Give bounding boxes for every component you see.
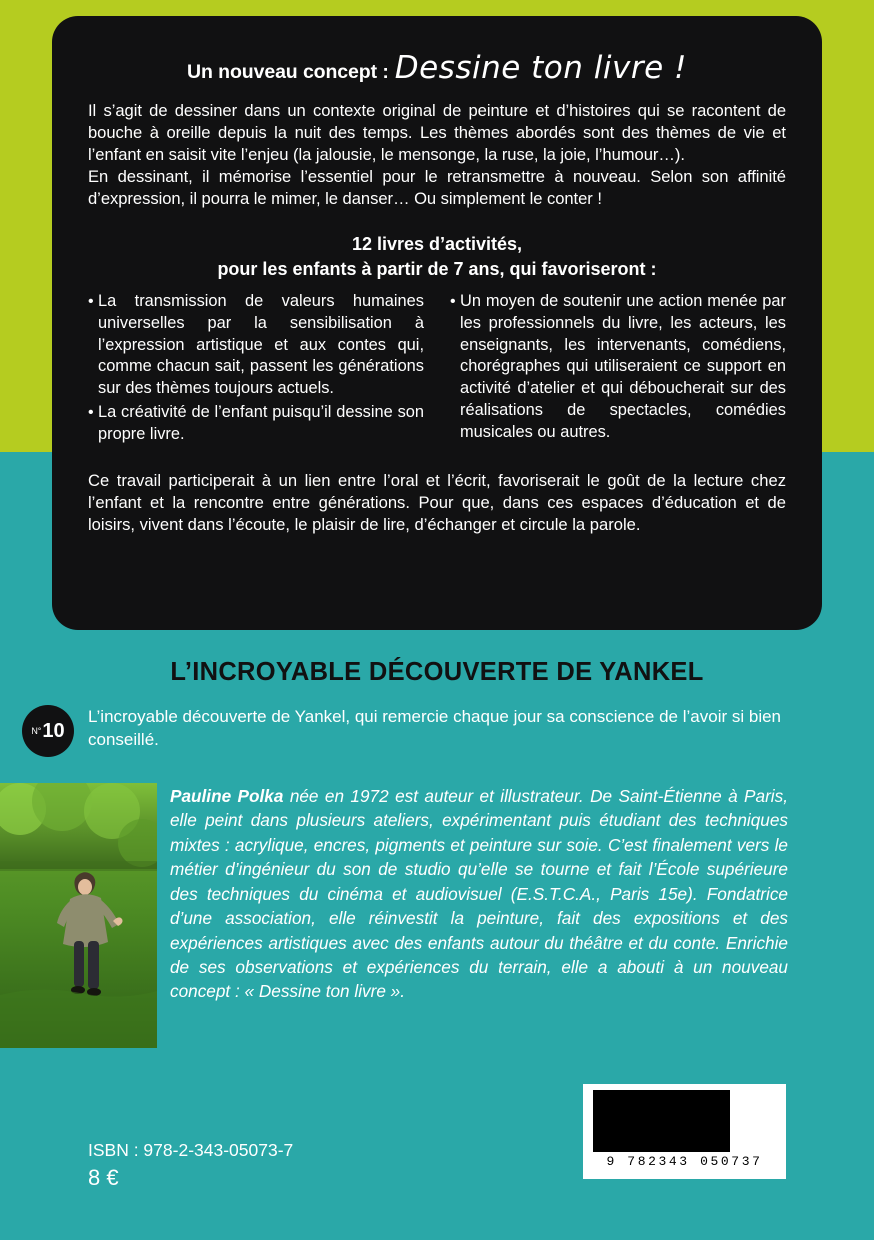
book-description-text: L’incroyable découverte de Yankel, qui remercie chaque jour sa conscience de l’avoir si bien conseillé.: [88, 707, 781, 749]
closing-paragraph: Ce travail participerait à un lien entre l’oral et l’écrit, favoriserait le goût de la lecture chez l’enfant et la rencontre entre générations. Pour que, dans ces espaces d’éducation et de loisirs, vivent dans l’écoute, le plaisir de lire, d’échanger et circule la parole.: [88, 470, 786, 534]
author-bio-body: née en 1972 est auteur et illustrateur. De Saint-Étienne à Paris, elle peint dans plusieurs ateliers, expérimentant puis étudiant des techniques mixtes : acrylique, encres, pigments et peinture sur soie. C’est finalement vers le métier d’ingénieur du son de studio qu’elle se tourne et fait l’École supérieure des techniques du cinéma et audiovisuel (E.S.T.C.A., Paris 15e). Fondatrice d’une association, elle réinvestit la peinture, fait des expositions et des expériences artistiques avec des enfants autour du théâtre et du conte. Enrichie de ses observations et expériences du terrain, elle a abouti à un nouveau concept : « Dessine ton livre ».: [170, 786, 788, 1002]
concept-closing: [88, 470, 786, 536]
barcode: [583, 1084, 786, 1179]
author-bio: [170, 784, 788, 1004]
concept-label: Un nouveau concept :: [187, 61, 389, 83]
concept-subheading: [88, 232, 786, 281]
author-photo: [0, 783, 157, 1048]
bullet-column-right: [450, 291, 786, 448]
barcode-bars: [591, 1090, 778, 1152]
badge-number: 10: [42, 719, 65, 742]
intro-paragraph-2: En dessinant, il mémorise l’essentiel pour le retransmettre à nouveau. Selon son affinité d’expression, il pourra le mimer, le danser… Ou simplement le conter !: [88, 167, 786, 209]
concept-intro: [88, 100, 786, 210]
status-badge: [22, 705, 74, 757]
barcode-digits: 9 782343 050737: [606, 1154, 763, 1169]
author-photo-image: [0, 783, 157, 1048]
author-bio-text: [170, 784, 788, 1004]
bullet-columns: [88, 291, 786, 448]
bullet-dot-icon: •: [450, 292, 456, 310]
isbn-text: ISBN : 978-2-343-05073-7: [88, 1140, 294, 1160]
concept-script-title: Dessine ton livre !: [394, 50, 687, 86]
page-title: L’INCROYABLE DÉCOUVERTE DE YANKEL: [170, 658, 704, 686]
book-description: [88, 706, 788, 752]
bullet-text: La transmission de valeurs humaines universelles par la sensibilisation à l’expression artistique et aux contes qui, comme chacun sait, passent les générations sur des thèmes toujours actuels.: [98, 291, 424, 398]
bullet-column-left: [88, 291, 424, 448]
intro-paragraph-1: Il s’agit de dessiner dans un contexte original de peinture et d’histoires qui se racontent de bouche à oreille depuis la nuit des temps. Les thèmes abordés sont des thèmes de vie et l’enfant en saisit vite l’enjeu (la jalousie, le mensonge, la ruse, la joie, l’humour…).: [88, 101, 786, 165]
concept-heading: [88, 50, 786, 86]
badge-prefix: N°: [31, 726, 42, 736]
price-text: 8 €: [88, 1165, 119, 1190]
bullet-text: Un moyen de soutenir une action menée par les professionnels du livre, les acteurs, les enseignants, les intervenants, comédiens, chorégraphes qui utiliseraient ce support en activité d’atelier et qui déboucherait sur des réalisations de spectacles, comédies musicales ou autres.: [460, 291, 786, 441]
bullet-text: La créativité de l’enfant puisqu’il dessine son propre livre.: [98, 402, 424, 443]
subheading-line-2: pour les enfants à partir de 7 ans, qui favoriseront :: [217, 258, 657, 279]
list-item: [88, 402, 424, 446]
bullet-dot-icon: •: [88, 403, 94, 421]
bullet-dot-icon: •: [88, 292, 94, 310]
list-item: [88, 291, 424, 400]
author-name: Pauline Polka: [170, 786, 284, 806]
subheading-line-1: 12 livres d’activités,: [351, 234, 523, 255]
list-item: [450, 291, 786, 444]
concept-panel: [52, 16, 822, 630]
